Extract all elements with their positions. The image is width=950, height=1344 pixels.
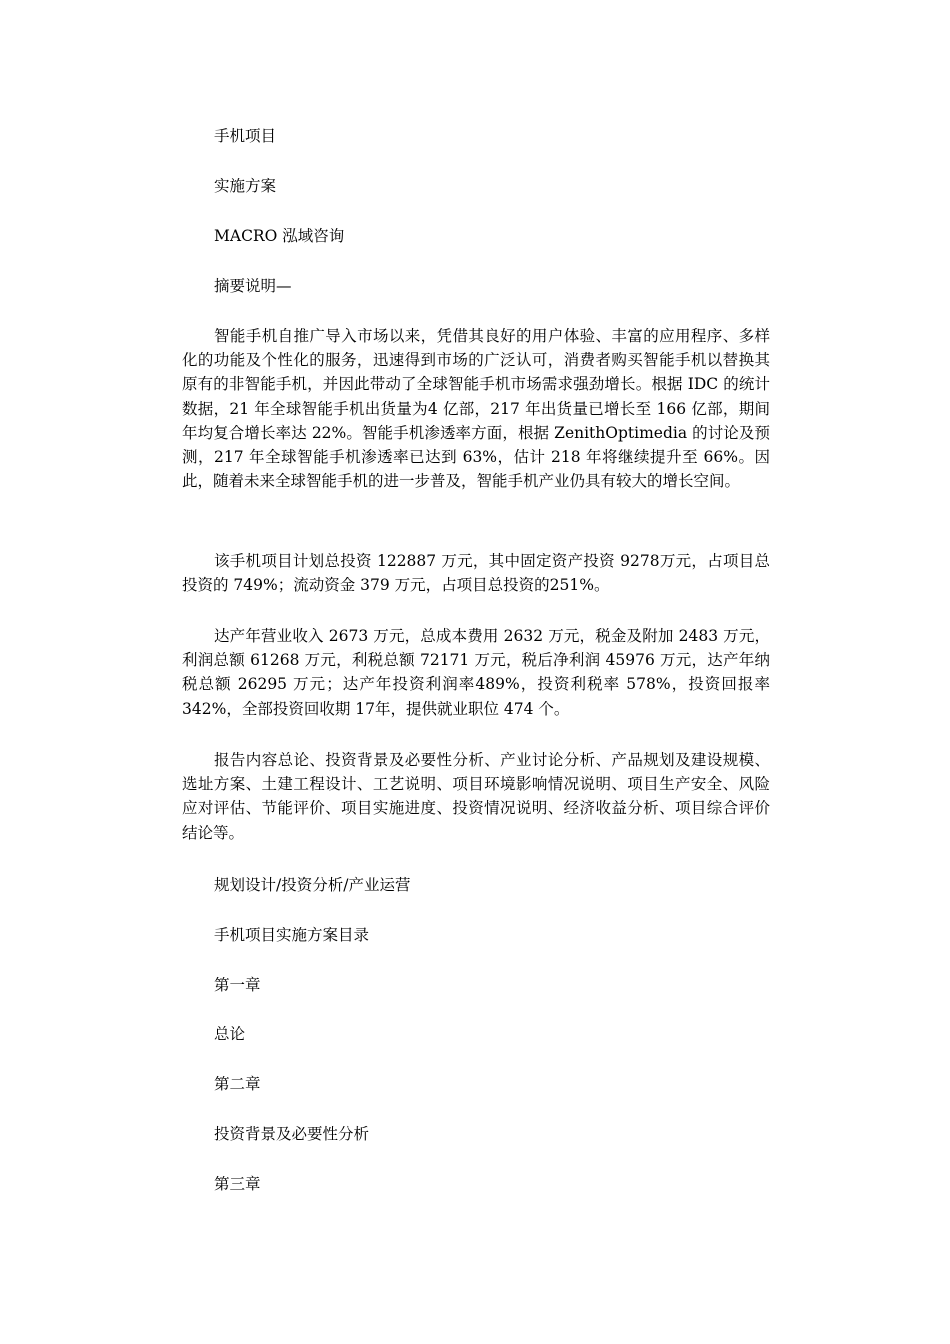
paragraph-intro: 智能手机自推广导入市场以来，凭借其良好的用户体验、丰富的应用程序、多样化的功能及个性化的服务，迅速得到市场的广泛认可，消费者购买智能手机以替换其原有的非智能手机，并因此带动了全球智能手机市场需求强劲增长。根据 IDC 的统计数据，21 年全球智能手机出货量为4 亿部，217 年出货量已增长至 166 亿部，期间年均复合增长率达 22%。智能手机渗透率方面，根据 ZenithOptimedia 的讨论及预测，217 年全球智能手机渗透率已达到 63%，估计 218 年将继续提升至 66%。因此，随着未来全球智能手机的进一步普及，智能手机产业仍具有较大的增长空间。 [182, 327, 770, 491]
toc-item: 总论 [214, 1025, 246, 1043]
company-name: MACRO 泓域咨询 [214, 227, 345, 245]
toc-item: 第二章 [214, 1075, 261, 1093]
paragraph-report-contents: 报告内容总论、投资背景及必要性分析、产业讨论分析、产品规划及建设规模、选址方案、土建工程设计、工艺说明、项目环境影响情况说明、项目生产安全、风险应对评估、节能评价、项目实施进度、投资情况说明、经济收益分析、项目综合评价结论等。 [182, 751, 770, 842]
toc-title: 手机项目实施方案目录 [214, 926, 370, 944]
paragraph-financials: 达产年营业收入 2673 万元，总成本费用 2632 万元，税金及附加 2483 万元，利润总额 61268 万元，利税总额 72171 万元，税后净利润 45976 万元，达产年纳税总额 26295 万元；达产年投资利润率489%，投资利税率 578%，投资回报率 342%，全部投资回收期 17年，提供就业职位 474 个。 [182, 627, 770, 718]
toc-item: 第一章 [214, 976, 261, 994]
title-line-1: 手机项目 [214, 127, 277, 145]
toc-item: 投资背景及必要性分析 [214, 1125, 370, 1143]
summary-heading: 摘要说明— [214, 277, 292, 295]
tagline: 规划设计/投资分析/产业运营 [214, 876, 411, 894]
paragraph-investment: 该手机项目计划总投资 122887 万元，其中固定资产投资 9278万元，占项目总投资的 749%；流动资金 379 万元，占项目总投资的251%。 [182, 552, 770, 595]
toc-item: 第三章 [214, 1175, 261, 1193]
title-line-2: 实施方案 [214, 177, 277, 195]
